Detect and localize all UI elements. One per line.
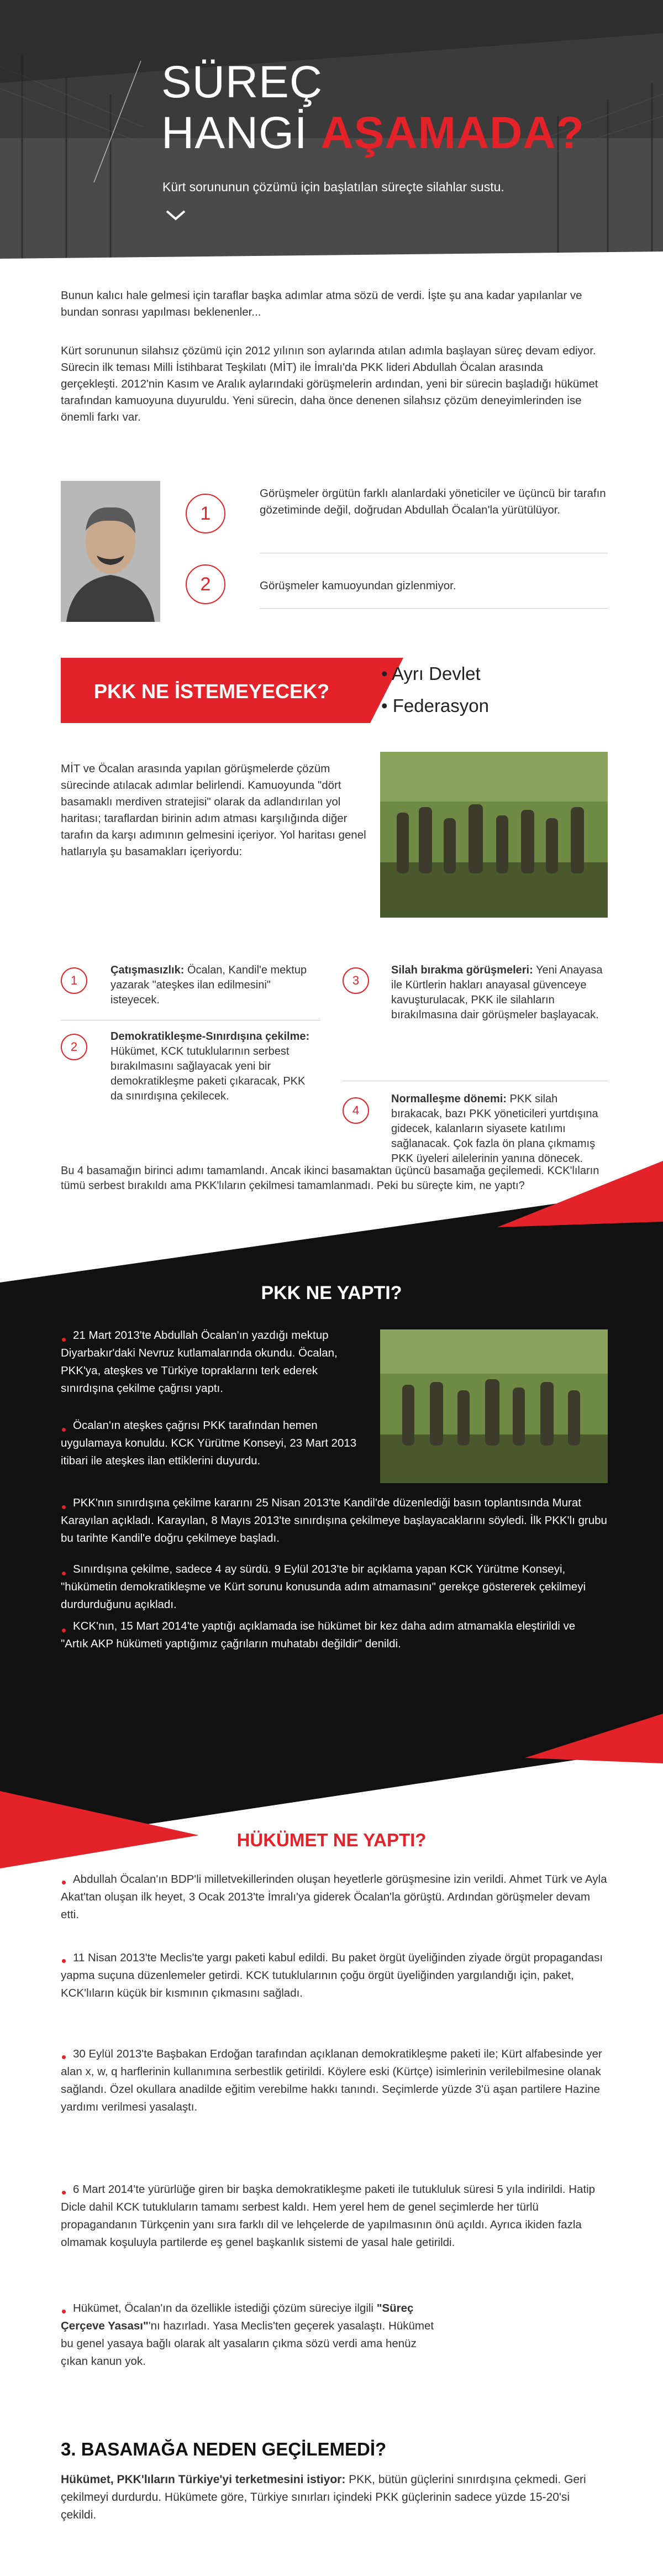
- gov-item-5: Hükümet, Öcalan'ın da özellikle istediği çözüm süreciye ilgili "Süreç Çerçeve Yasası"'nı hazırladı. Yasa Meclis'ten geçerek yasalaştı. Hükümet bu genel yasaya bağlı olarak alt yasaların çıkma sözü verdi ama henüz çıkan kanun yok.: [61, 2302, 434, 2368]
- hero-title-line1: SÜREÇ: [161, 57, 323, 107]
- difference-text-1: Görüşmeler örgütün farklı alanlardaki yöneticiler ve üçüncü bir tarafın gözetiminde değil, doğrudan Abdullah Öcalan'la yürütülüyor.: [260, 487, 606, 516]
- chevron-down-icon[interactable]: [165, 209, 187, 222]
- divider: [260, 608, 608, 609]
- step-2: Demokratikleşme-Sınırdışına çekilme: Hükümet, KCK tutuklularının serbest bırakılmasını sağlayacak yeni bir demokratikleşme paketi çıkaracak, PKK da sınırdışına çekilecek.: [110, 1030, 310, 1102]
- pkk-fighters-photo-2: [380, 1329, 608, 1483]
- steps-intro-paragraph: MİT ve Öcalan arasında yapılan görüşmelerde çözüm sürecinde atılacak adımlar belirlendi. Kamuoyunda "dört basamaklı merdiven stratejisi" olarak da adlandırılan yol haritası; taraflardan birinin adım atması karşılığında diğer tarafın da karşı adımının gelmesini içeriyor. Yol haritası genel hatlarıyla şu basamakları içeriyordu:: [61, 762, 366, 858]
- step-number-circle: 1: [61, 967, 87, 994]
- difference-number-circle: 1: [186, 494, 225, 533]
- pkk-item-4: Sınırdışına çekilme, sadece 4 ay sürdü. 9 Eylül 2013'te bir açıklama yapan KCK Yürütme Konseyi, "hükümetin demokratikleşme ve Kürt sorunu konusunda adım atmamasını" gerekçe göstererek çekilmeyi durdurduğunu açıkladı.: [61, 1563, 586, 1611]
- pkk-item-1: 21 Mart 2013'te Abdullah Öcalan'ın yazdığı mektup Diyarbakır'daki Nevruz kutlamalarında okundu. Öcalan, PKK'ya, ateşkes ve Türkiye topraklarını terk ederek sınırdışına çekilme çağrısı yaptı.: [61, 1329, 338, 1395]
- difference-text-2: Görüşmeler kamuoyundan gizlenmiyor.: [260, 579, 456, 592]
- steps-outro-paragraph: Bu 4 basamağın birinci adımı tamamlandı. Ancak ikinci basamaktan üçüncü basamağa geçilemedi. KCK'lıların tümü serbest bırakıldı ama PKK'lıların çekilmesi tamamlanmadı. Peki bu süreçte kim, ne yaptı?: [61, 1165, 599, 1192]
- gov-item-2: 11 Nisan 2013'te Meclis'te yargı paketi kabul edildi. Bu paket örgüt üyeliğinden ziyade örgüt propagandası yapma suçuna düzenlemeler getirdi. KCK tutuklularının çoğu örgüt üyeliğinden yargılandığı için, paket, KCK'lıların küçük bir kısmının çıkmasını sağladı.: [61, 1951, 603, 1999]
- pkk-item-5: KCK'nın, 15 Mart 2014'te yaptığı açıklamada ise hükümet bir kez daha adım atmamakla eleştirildi ve "Artık AKP hükümeti yaptığımız çağrıların muhatabı değildir" denildi.: [61, 1620, 576, 1650]
- gov-did-title: HÜKÜMET NE YAPTI?: [236, 1830, 427, 1850]
- pkk-fighters-photo: [380, 752, 608, 918]
- hero-banner: [0, 0, 663, 260]
- ocalan-portrait-image: [61, 481, 160, 622]
- hero-title-line2: HANGİ AŞAMADA?: [161, 108, 585, 158]
- why-title: 3. BASAMAĞA NEDEN GEÇİLEMEDİ?: [61, 2439, 387, 2459]
- step-number-circle: 4: [343, 1097, 369, 1124]
- step-4: Normalleşme dönemi: PKK silah bırakacak, bazı PKK yöneticileri yurtdışına gidecek, kalanların siyasete katılımı sağlanacak. Çok fazla ön plana çıkmamış PKK üyeleri ailelerinin yanına dönecek.: [391, 1093, 598, 1165]
- gov-item-1: Abdullah Öcalan'ın BDP'li milletvekillerinden oluşan heyetlerle görüşmesine izin verildi. Ahmet Türk ve Ayla Akat'tan oluşan ilk heyet, 3 Ocak 2013'te İmralı'ya giderek Öcalan'la görüştü. Ardından görüşmeler devam etti.: [61, 1873, 607, 1921]
- step-number-circle: 3: [343, 967, 369, 994]
- hero-subtitle: Kürt sorununun çözümü için başlatılan süreçte silahlar sustu.: [162, 180, 504, 194]
- pkk-item-3: PKK'nın sınırdışına çekilme kararını 25 Nisan 2013'te Kandil'de düzenlediği basın toplantısında Murat Karayılan açıkladı. Karayılan, 8 Mayıs 2013'te sınırdışına çekilmeye başlayacaklarını söyledi. İlk PKK'lı grubu bu tarihte Kandil'e doğru çekilmeye başladı.: [61, 1496, 607, 1544]
- pkk-item-2: Öcalan'ın ateşkes çağrısı PKK tarafından hemen uygulamaya konuldu. KCK Yürütme Konseyi, 23 Mart 2013 itibari ile ateşkes ilan ettiklerini duyurdu.: [61, 1419, 357, 1467]
- difference-number-circle: 2: [186, 564, 225, 604]
- wont-item-2: • Federasyon: [381, 695, 489, 716]
- step-number-circle: 2: [61, 1034, 87, 1060]
- wont-want-banner: [61, 658, 370, 723]
- gov-item-4: 6 Mart 2014'te yürürlüğe giren bir başka demokratikleşme paketi ile tutukluluk süresi 5 yıla indirildi. Hatip Dicle dahil KCK tutukluların tamamı serbest kaldı. Hem yerel hem de genel seçimlerde her türlü propagandanın Türkçenin yanı sıra farklı dil ve lehçelerde de yapılmasının önü açıldı. Ayrıca ikiden fazla olmamak koşuluyla partilerde eş genel başkanlık sistemi de yasal hale getirildi.: [61, 2183, 596, 2249]
- gov-item-3: 30 Eylül 2013'te Başbakan Erdoğan tarafından açıklanan demokratikleşme paketi ile; Kürt alfabesinde yer alan x, w, q harflerinin kullanımına serbestlik getirildi. Köylere eski (Kürtçe) isimlerinin verilebilmesine olanak sağlandı. Özel okullara anadilde eğitim verebilme hakkı tanındı. Seçimlerde yüzde 3'ü aşan partilere Hazine yardımı verilmesi yasalaştı.: [61, 2048, 602, 2113]
- why-paragraph: Hükümet, PKK'lıların Türkiye'yi terketmesini istiyor: PKK, bütün güçlerini sınırdışına çekmedi. Geri çekilmeyi durdurdu. Hükümete göre, Türkiye sınırları içindeki PKK güçlerinin sadece yüzde 15-20'si çekildi.: [61, 2473, 586, 2521]
- intro-paragraph-1: Bunun kalıcı hale gelmesi için taraflar başka adımlar atma sözü de verdi. İşte şu ana kadar yapılanlar ve bundan sonrası yapılması beklenenler...: [61, 289, 582, 318]
- pkk-did-title: PKK NE YAPTI?: [261, 1282, 402, 1303]
- wont-item-1: • Ayrı Devlet: [381, 663, 481, 684]
- wont-want-title: PKK NE İSTEMEYECEK?: [94, 680, 330, 703]
- step-3: Silah bırakma görüşmeleri: Yeni Anayasa ile Kürtlerin hakları anayasal güvenceye kavuşturulacak, PKK ile silahların bırakılmasına dair görüşmeler başlayacak.: [391, 964, 603, 1021]
- intro-paragraph-2: Kürt sorununun silahsız çözümü için 2012 yılının son aylarında atılan adımla başlayan süreç devam ediyor. Sürecin ilk teması Milli İstihbarat Teşkilatı (MİT) ile İmralı'da PKK lideri Abdullah Öcalan arasında gerçekleşti. 2012'nin Kasım ve Aralık aylarındaki görüşmelerin ardından, yeni bir sürecin başladığı hükümet tarafından kamuoyuna duyuruldu. Yeni sürecin, daha önce denenen silahsız çözüm deneyimlerinden ise önemli farkı var.: [61, 344, 598, 423]
- step-1: Çatışmasızlık: Öcalan, Kandil'e mektup yazarak "ateşkes ilan edilmesini" isteyecek.: [110, 964, 307, 1006]
